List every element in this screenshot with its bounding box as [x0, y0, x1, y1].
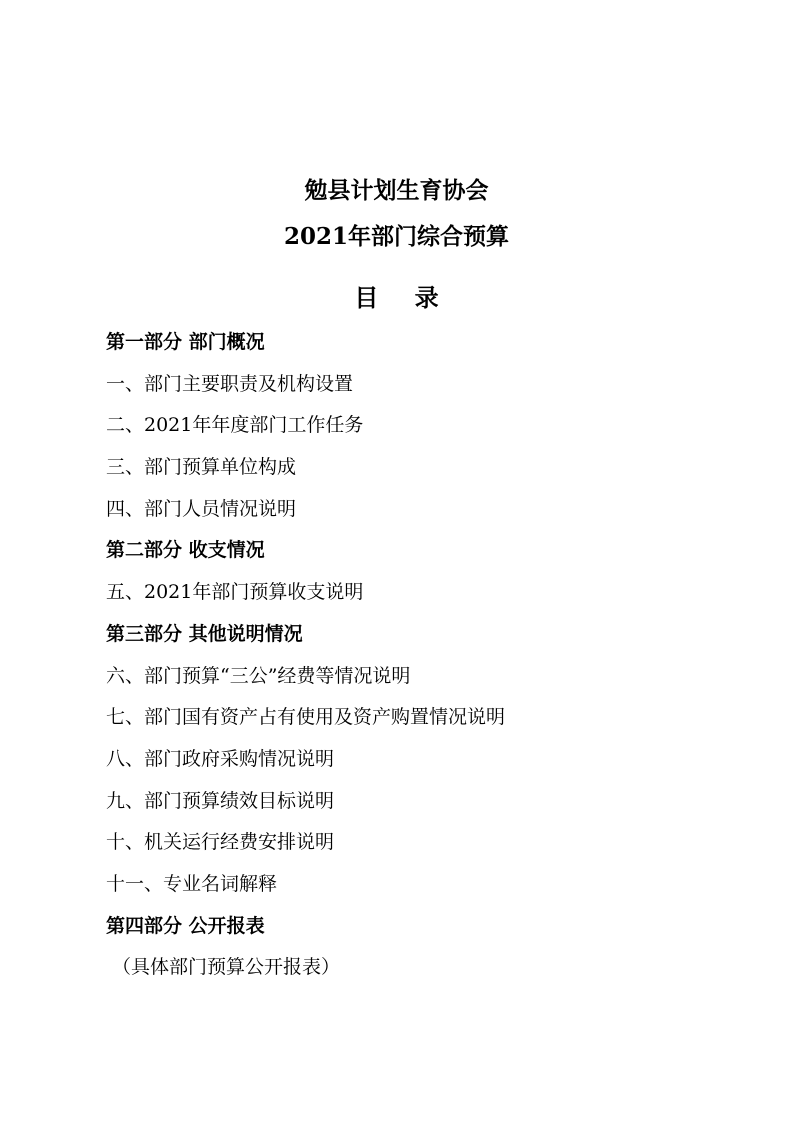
toc-item-5: 五、2021年部门预算收支说明	[106, 581, 364, 604]
toc-part-3: 第三部分 其他说明情况	[106, 622, 303, 645]
toc-part-2: 第二部分 收支情况	[106, 539, 265, 562]
document-title-organization: 勉县计划生育协会	[304, 177, 489, 204]
toc-item-11: 十一、专业名词解释	[106, 872, 278, 895]
toc-heading: 目 录	[354, 283, 453, 312]
toc-item-3: 三、部门预算单位构成	[106, 456, 297, 479]
toc-item-8: 八、部门政府采购情况说明	[106, 747, 335, 770]
toc-item-4: 四、部门人员情况说明	[106, 497, 297, 520]
toc-part-4: 第四部分 公开报表	[106, 914, 265, 937]
document-title-budget: 2021年部门综合预算	[283, 223, 509, 250]
toc-note-reports: （具体部门预算公开报表）	[112, 956, 341, 979]
toc-item-2: 二、2021年年度部门工作任务	[106, 414, 364, 437]
toc-item-10: 十、机关运行经费安排说明	[106, 831, 335, 854]
table-of-contents	[106, 326, 746, 993]
toc-item-1: 一、部门主要职责及机构设置	[106, 372, 354, 395]
toc-item-9: 九、部门预算绩效目标说明	[106, 789, 335, 812]
toc-item-6: 六、部门预算“三公”经费等情况说明	[106, 664, 411, 687]
toc-item-7: 七、部门国有资产占有使用及资产购置情况说明	[106, 706, 506, 729]
toc-part-1: 第一部分 部门概况	[106, 331, 265, 353]
